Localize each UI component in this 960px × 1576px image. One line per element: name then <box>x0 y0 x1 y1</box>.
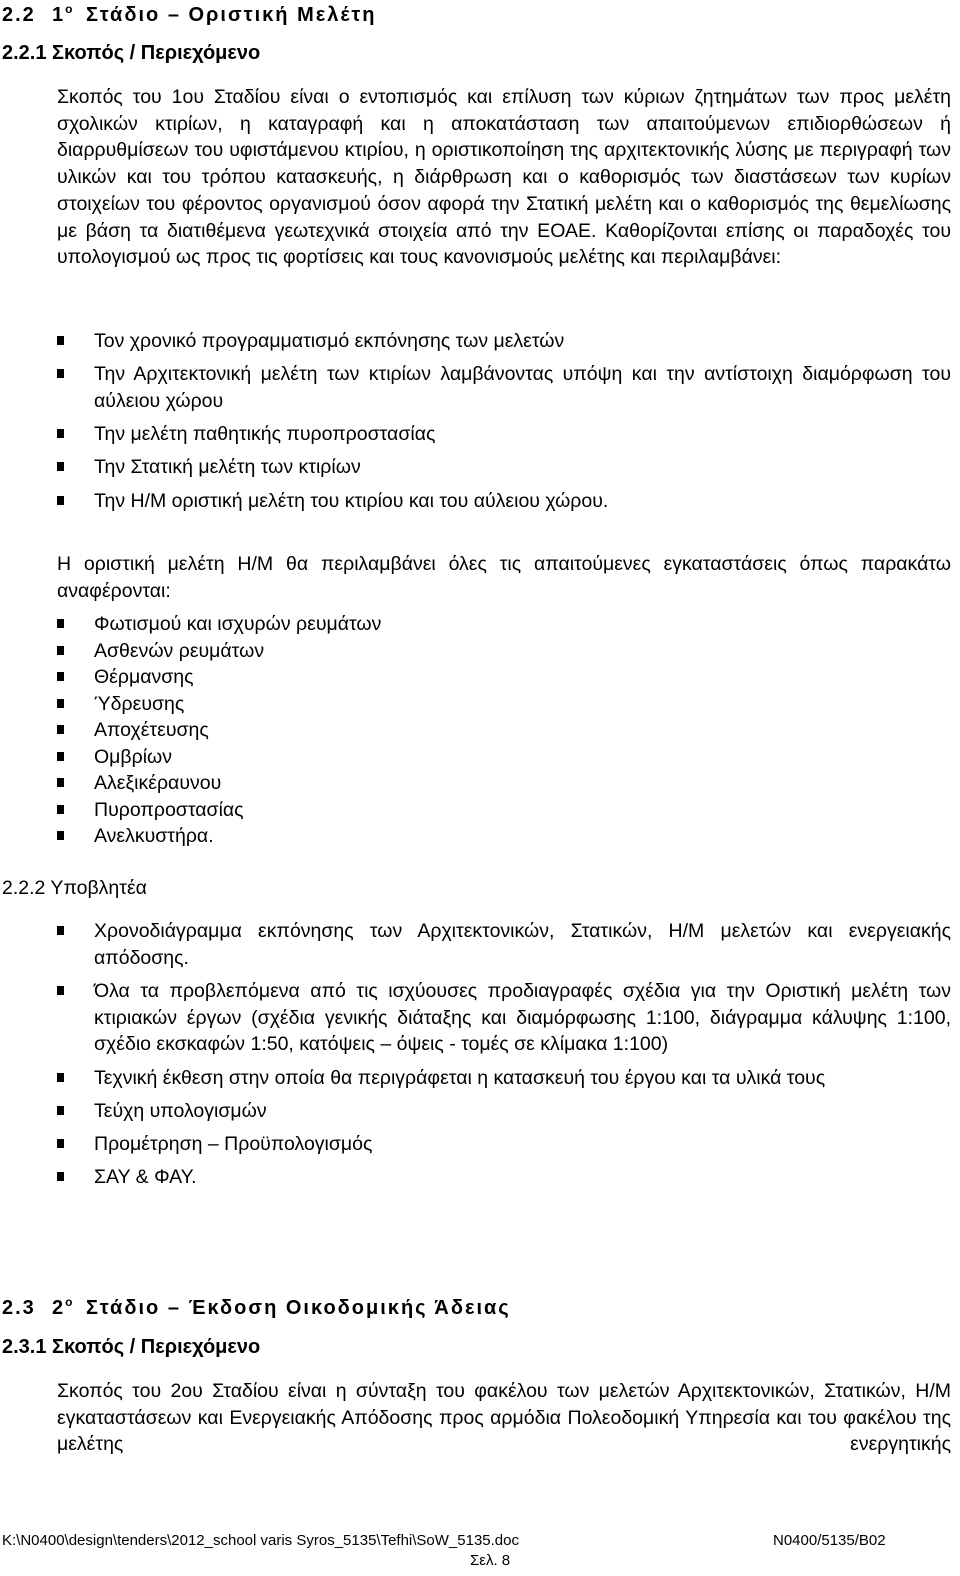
ordinal-superscript: ο <box>65 2 73 16</box>
list-item: Την Στατική μελέτη των κτιρίων <box>57 454 951 481</box>
section-paragraph-2: Η οριστική μελέτη Η/Μ θα περιλαμβάνει όλες τις απαιτούμενες εγκαταστάσεις όπως παρακάτω αναφέρονται: <box>57 553 951 602</box>
list-item: Την Η/Μ οριστική μελέτη του κτιρίου και του αύλειου χώρου. <box>57 488 951 515</box>
list-item: Θέρμανσης <box>57 664 951 691</box>
bullet-icon <box>57 1172 64 1181</box>
list-item: Χρονοδιάγραμμα εκπόνησης των Αρχιτεκτονικών, Στατικών, Η/Μ μελετών και ενεργειακής απόδοσης. <box>57 918 951 971</box>
list-item: Ασθενών ρευμάτων <box>57 638 951 665</box>
bullet-icon <box>57 429 64 438</box>
list-item: Αποχέτευσης <box>57 717 951 744</box>
bullet-icon <box>57 752 64 761</box>
bullet-icon <box>57 369 64 378</box>
bullet-icon <box>57 1139 64 1148</box>
section-number: 2.2 <box>2 4 36 26</box>
bullet-icon <box>57 1106 64 1115</box>
deliverables-list <box>57 918 951 1197</box>
section-paragraph: Σκοπός του 1ου Σταδίου είναι ο εντοπισμός και επίλυση των κύριων ζητημάτων των προς μελέτη σχολικών κτιρίων, η καταγραφή και η αποκατάσταση των απαιτούμενων επιδιορθώσεων ή διαρρυθμίσεων του υφιστάμενου κτιρίου, η οριστικοποίηση της αρχιτεκτονικής λύσης με περιγραφή των υλικών και του τρόπου κατασκευής, η διάρθρωση και ο καθορισμός των διαστάσεων των κυρίων στοιχείων του φέροντος οργανισμού όσον αφορά την Στατική μελέτη και ο καθορισμός της θεμελίωσης με βάση τα διατιθέμενα γεωτεχνικά στοιχεία από την ΕΟΑΕ. Καθορίζονται επίσης οι παραδοχές του υπολογισμού ως προς τις φορτίσεις και τους κανονισμούς μελέτης και περιλαμβάνει: <box>57 86 951 269</box>
list-item: Τον χρονικό προγραμματισμό εκπόνησης των μελετών <box>57 328 951 355</box>
list-item: Την Αρχιτεκτονική μελέτη των κτιρίων λαμβάνοντας υπόψη και την αντίστοιχη διαμόρφωση του αύλειου χώρου <box>57 361 951 414</box>
bullet-icon <box>57 619 64 628</box>
bullet-icon <box>57 926 64 935</box>
list-item: Πυροπροστασίας <box>57 797 951 824</box>
list-item: Τεχνική έκθεση στην οποία θα περιγράφεται η κατασκευή του έργου και τα υλικά τους <box>57 1065 951 1092</box>
bullet-icon <box>57 699 64 708</box>
section-paragraph: Σκοπός του 2ου Σταδίου είναι η σύνταξη του φακέλου των μελετών Αρχιτεκτονικών, Στατικών, Η/Μ εγκαταστάσεων και Ενεργειακής Απόδοσης προς αρμόδια Πολεοδομική Υπηρεσία και του φακέλου της μελέτης ενεργητικής <box>57 1380 951 1456</box>
bullet-icon <box>57 646 64 655</box>
list-item: Ομβρίων <box>57 744 951 771</box>
ordinal-superscript: ο <box>65 1295 73 1309</box>
footer-document-code: N0400/5135/B02 <box>773 1532 886 1549</box>
section-heading-2-2-1: 2.2.1 Σκοπός / Περιεχόμενο <box>2 42 261 64</box>
list-item: Όλα τα προβλεπόμενα από τις ισχύουσες προδιαγραφές σχέδια για την Οριστική μελέτη των κτιριακών έργων (σχέδια γενικής διάταξης και διαμόρφωσης 1:100, διάγραμμα κάλυψης 1:100, σχέδιο εκσκαφών 1:50, κατόψεις – όψεις - τομές σε κλίμακα 1:100) <box>57 978 951 1058</box>
section-heading-2-3-1: 2.3.1 Σκοπός / Περιεχόμενο <box>2 1336 261 1358</box>
bullet-icon <box>57 1073 64 1082</box>
section-number: 2.3 <box>2 1297 36 1319</box>
list-item: Αλεξικέραυνου <box>57 770 951 797</box>
bullet-icon <box>57 725 64 734</box>
list-item: Ανελκυστήρα. <box>57 823 951 850</box>
list-item: Την μελέτη παθητικής πυροπροστασίας <box>57 421 951 448</box>
list-item: Τεύχη υπολογισμών <box>57 1098 951 1125</box>
bullet-icon <box>57 831 64 840</box>
installations-list <box>57 611 951 850</box>
bullet-icon <box>57 336 64 345</box>
bullet-icon <box>57 496 64 505</box>
ordinal: 2 <box>52 1297 66 1319</box>
bullet-icon <box>57 672 64 681</box>
section-heading-2-3 <box>2 1295 511 1320</box>
bullet-icon <box>57 805 64 814</box>
bullet-icon <box>57 778 64 787</box>
bullet-icon <box>57 462 64 471</box>
list-item: Προμέτρηση – Προϋπολογισμός <box>57 1131 951 1158</box>
section-heading-2-2 <box>2 2 377 27</box>
bullet-icon <box>57 986 64 995</box>
ordinal: 1 <box>52 4 66 26</box>
scope-list <box>57 328 951 521</box>
section-title: Στάδιο – Οριστική Μελέτη <box>86 4 377 26</box>
list-item: Ύδρευσης <box>57 691 951 718</box>
list-item: ΣΑΥ & ΦΑΥ. <box>57 1164 951 1191</box>
section-heading-2-2-2: 2.2.2 Υποβλητέα <box>2 877 147 899</box>
page-number: Σελ. 8 <box>470 1552 511 1569</box>
footer-file-path: K:\N0400\design\tenders\2012_school varis Syros_5135\Tefhi\SoW_5135.doc <box>2 1532 519 1549</box>
section-title: Στάδιο – Έκδοση Οικοδομικής Άδειας <box>86 1297 511 1319</box>
list-item: Φωτισμού και ισχυρών ρευμάτων <box>57 611 951 638</box>
